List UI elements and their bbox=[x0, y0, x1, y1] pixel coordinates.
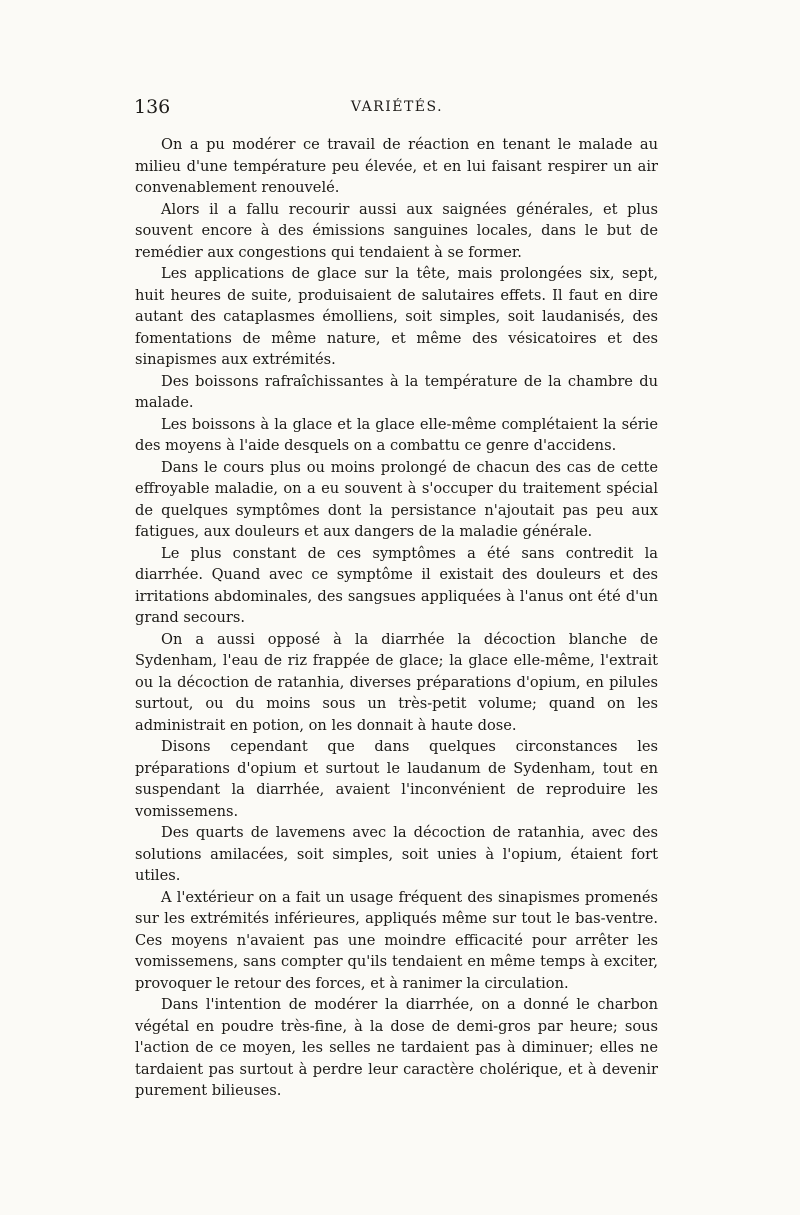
paragraph: Des boissons rafraîchissantes à la température de la chambre du malade. bbox=[135, 372, 658, 411]
paragraph: Les applications de glace sur la tête, mais prolongées six, sept, huit heures de suite, produisaient de salutaires effets. Il faut en dire autant des cataplasmes émolliens, soit simples, soit laudanisés, des fomentations de même nature, et même des vésicatoires et des sinapismes aux extrémités. bbox=[135, 265, 658, 368]
running-head: VARIÉTÉS. bbox=[350, 99, 444, 115]
paragraph: Alors il a fallu recourir aussi aux saignées générales, et plus souvent encore à des émissions sanguines locales, dans le but de remédier aux congestions qui tendaient à se former. bbox=[135, 200, 658, 261]
paragraph: Le plus constant de ces symptômes a été sans contredit la diarrhée. Quand avec ce symptôme il existait des douleurs et des irritations abdominales, des sangsues appliquées à l'anus ont été d'un grand secours. bbox=[135, 544, 658, 626]
paragraph: Des quarts de lavemens avec la décoction de ratanhia, avec des solutions amilacées, soit simples, soit unies à l'opium, étaient fort utiles. bbox=[135, 824, 658, 884]
paragraph: A l'extérieur on a fait un usage fréquent des sinapismes promenés sur les extrémités inférieures, appliqués même sur tout le bas-ventre. Ces moyens n'avaient pas une moindre efficacité pour arrêter les vomissemens, sans compter qu'ils tendaient en même temps à exciter, provoquer le retour des forces, et à ranimer la circulation. bbox=[135, 888, 658, 992]
paragraph: Disons cependant que dans quelques circonstances les préparations d'opium et surtout le laudanum de Sydenham, tout en suspendant la diarrhée, avaient l'inconvénient de reproduire les vomissemens. bbox=[135, 738, 658, 820]
paragraph: On a aussi opposé à la diarrhée la décoction blanche de Sydenham, l'eau de riz frappée de glace; la glace elle-même, l'extrait ou la décoction de ratanhia, diverses préparations d'opium, en pilules surtout, ou du moins sous un très-petit volume; quand on les administrait en potion, on les donnait à haute dose. bbox=[135, 630, 658, 734]
paragraph: Dans le cours plus ou moins prolongé de chacun des cas de cette effroyable maladie, on a eu souvent à s'occuper du traitement spécial de quelques symptômes dont la persistance n'ajoutait pas peu aux fatigues, aux douleurs et aux dangers de la maladie générale. bbox=[135, 458, 658, 540]
paragraph: Les boissons à la glace et la glace elle-même complétaient la série des moyens à l'aide desquels on a combattu ce genre d'accidens. bbox=[135, 415, 658, 454]
paragraph: Dans l'intention de modérer la diarrhée, on a donné le charbon végétal en poudre très-fine, à la dose de demi-gros par heure; sous l'action de ce moyen, les selles ne tardaient pas à diminuer; elles ne tardaient pas surtout à perdre leur caractère cholérique, et à devenir purement bilieuses. bbox=[135, 996, 658, 1099]
page-number: 136 bbox=[134, 96, 171, 118]
page-header bbox=[132, 96, 662, 120]
body-text bbox=[135, 134, 658, 1102]
paragraph: On a pu modérer ce travail de réaction en tenant le malade au milieu d'une température peu élevée, et en lui faisant respirer un air convenablement renouvelé. bbox=[135, 136, 658, 196]
